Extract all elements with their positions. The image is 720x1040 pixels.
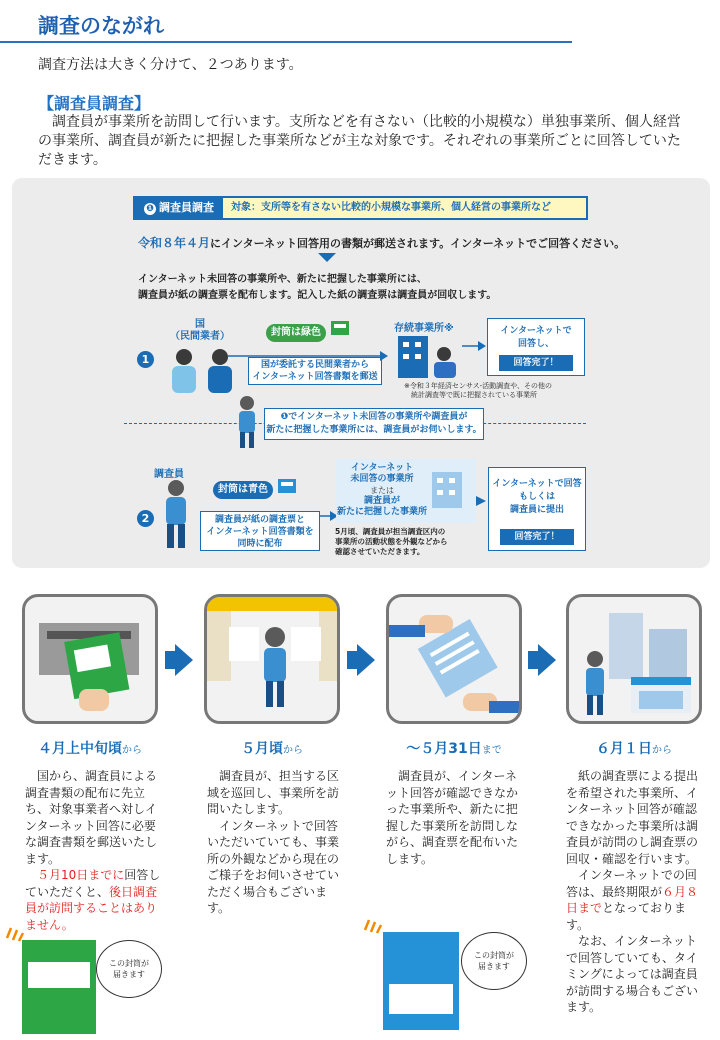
mail-text: にインターネット回答用の書類が郵送されます。インターネットでご回答ください。 (210, 237, 626, 250)
step1-when-main: ４月上中旬頃 (38, 741, 122, 757)
mailbox-envelope-icon (25, 597, 158, 724)
step4-text-red: ６月８日まで (566, 884, 699, 915)
step1-text-red-note: 後日調査員が訪問することはありません。 (25, 884, 158, 932)
step-arrow-1-bar (165, 651, 175, 669)
blue-envelope-image (383, 932, 459, 1030)
envelope-callout-left: この封筒が 届きます (96, 940, 162, 998)
office-building-icon (396, 332, 462, 380)
step2-when-suffix: から (283, 745, 303, 756)
survey-target-text: 対象：支所等を有さない比較的小規模な事業所、個人経営の事業所など (231, 202, 551, 213)
surveyor-street-icon (207, 597, 340, 724)
row1-flow-line (228, 348, 388, 364)
row1-arrow-to-result (462, 338, 486, 354)
tag-number: ❶ (144, 203, 156, 215)
step1-when-suffix: から (122, 745, 142, 756)
step4-text-b: となっております。 なお、インターネットで回答していても、タイミングによっては調査員が訪問する場合もございます。 (566, 901, 699, 1014)
step2-when (197, 738, 347, 758)
building-icon (430, 470, 464, 510)
row1-destination-label: 存続事業所※ (394, 323, 454, 334)
step-arrow-1 (175, 644, 193, 676)
city-buildings-icon (569, 597, 702, 724)
visit-note-line-2: 調査員が紙の調査票を配布します。記入した紙の調査票は調査員が回収します。 (138, 290, 497, 301)
visit-note (138, 272, 496, 304)
step3-when-main: ～５月31日 (406, 741, 482, 757)
step4-text-a: 紙の調査票による提出を希望された事業所、インターネット回答が確認できなかった事業所は調査員が訪問のし調査票の回収・確認を行います。 インターネットでの回答は、最終期限が (566, 769, 699, 899)
row2-actor-label: 調査員 (154, 469, 184, 480)
step3-description: 調査員が、インターネット回答が確認できなかった事業所や、新たに把握した事業所を訪問しながら、調査票を配布いたします。 (386, 769, 519, 866)
green-envelope-image (22, 940, 96, 1034)
step1-text-b: 回答していただくと、 (25, 868, 161, 899)
section-heading: 【調査員調査】 (38, 94, 151, 113)
row2-send-box: 調査員が紙の調査票と インターネット回答書類を 同時に配布 (200, 511, 320, 551)
mail-notice (138, 234, 625, 251)
row2-destination-b: 調査員が 新たに把握した事業所 (336, 496, 427, 517)
tag-label: 調査員調査 (159, 201, 214, 214)
step2-description: 調査員が、担当する区域を巡回し、事業所を訪問いたします。 インターネットで回答いただいていても、事業所の外観などから現在のご様子をお伺いさせていただく場合もございます。 (207, 769, 340, 915)
step3-when (379, 738, 529, 758)
surveyor-icon (156, 478, 196, 550)
page-title: 調査のながれ (38, 14, 164, 38)
row1-number: 1 (137, 351, 154, 368)
row2-destination-a: インターネット 未回答の事業所 (350, 463, 414, 484)
step4-when-suffix: から (652, 745, 672, 756)
step2-when-main: ５月頃 (241, 741, 283, 757)
envelope-blue-pill: 封筒は青色 (213, 481, 273, 499)
row2-destination-note: 5月頃、調査員が担当調査区内の 事業所の活動状態を外観などから 確認させていただきます。 (335, 527, 448, 556)
step1-text-red-date: ５月10日までに (25, 868, 125, 882)
row2-arrow-to-result (476, 493, 488, 509)
envelope-callout-right: この封筒が 届きます (461, 932, 527, 990)
step4-description (566, 768, 704, 1016)
row1-destination-note: ※令和３年経済センサス‐活動調査や、その他の 統計調査等で既に把握されている事業所 (404, 382, 552, 399)
row2-result-text: インターネットで回答 もしくは 調査員に提出 (492, 479, 582, 515)
step3-illustration (386, 594, 522, 724)
row1-send-box: 国が委託する民間業者から インターネット回答書類を郵送 (248, 357, 382, 385)
step-arrow-2-bar (347, 651, 357, 669)
blue-envelope-icon (277, 478, 297, 494)
visit-note-line-1: インターネット未回答の事業所や、新たに把握した事業所には、 (138, 274, 427, 285)
step4-when-main: ６月１日 (596, 741, 652, 757)
step3-when-suffix: まで (481, 745, 502, 756)
attention-marks-icon (4, 924, 24, 942)
green-envelope-icon (330, 320, 350, 336)
mail-date: 令和８年４月 (138, 236, 211, 250)
green-envelope-window (28, 962, 90, 988)
down-arrow-icon (318, 253, 336, 262)
row1-result-text: インターネットで 回答し、 (500, 326, 572, 349)
step4-when (559, 738, 709, 758)
row2-destination-or: または (370, 486, 394, 495)
blue-envelope-window (389, 984, 453, 1014)
row2-done-badge: 回答完了！ (500, 529, 574, 545)
middle-note-box: ❶でインターネット未回答の事業所や調査員が 新たに把握した事業所には、調査員がお伺いします。 (264, 408, 484, 440)
step-arrow-3 (538, 644, 556, 676)
survey-type-header (133, 196, 588, 220)
row1-done-badge: 回答完了！ (499, 355, 573, 371)
surveyor-walking-icon (232, 395, 262, 450)
title-underline (0, 41, 572, 43)
step1-description (25, 768, 163, 933)
step1-illustration (22, 594, 158, 724)
section-body: 調査員が事業所を訪問して行います。支所などを有さない（比較的小規模な）単独事業所、個人経営の事業所、調査員が新たに把握した事業所などが主な対象です。それぞれの事業所ごとに回答していただきます。 (38, 114, 681, 168)
attention-marks-icon (362, 916, 382, 934)
intro-text: 調査方法は大きく分けて、２つあります。 (38, 57, 303, 73)
step-arrow-2 (357, 644, 375, 676)
step-arrow-3-bar (528, 651, 538, 669)
handing-form-icon (389, 597, 522, 724)
step1-text-a: 国から、調査員による調査書類の配布に先立ち、対象事業者へ対しインターネット回答に必要な調査書類を郵送いたします。 (25, 769, 158, 866)
envelope-green-pill: 封筒は緑色 (266, 324, 326, 342)
survey-type-tag (135, 198, 223, 218)
row1-actor-label: 国 （民間業者） (170, 319, 230, 342)
row2-number: 2 (137, 510, 154, 527)
step2-illustration (204, 594, 340, 724)
step4-illustration (566, 594, 702, 724)
step1-when (15, 738, 165, 758)
